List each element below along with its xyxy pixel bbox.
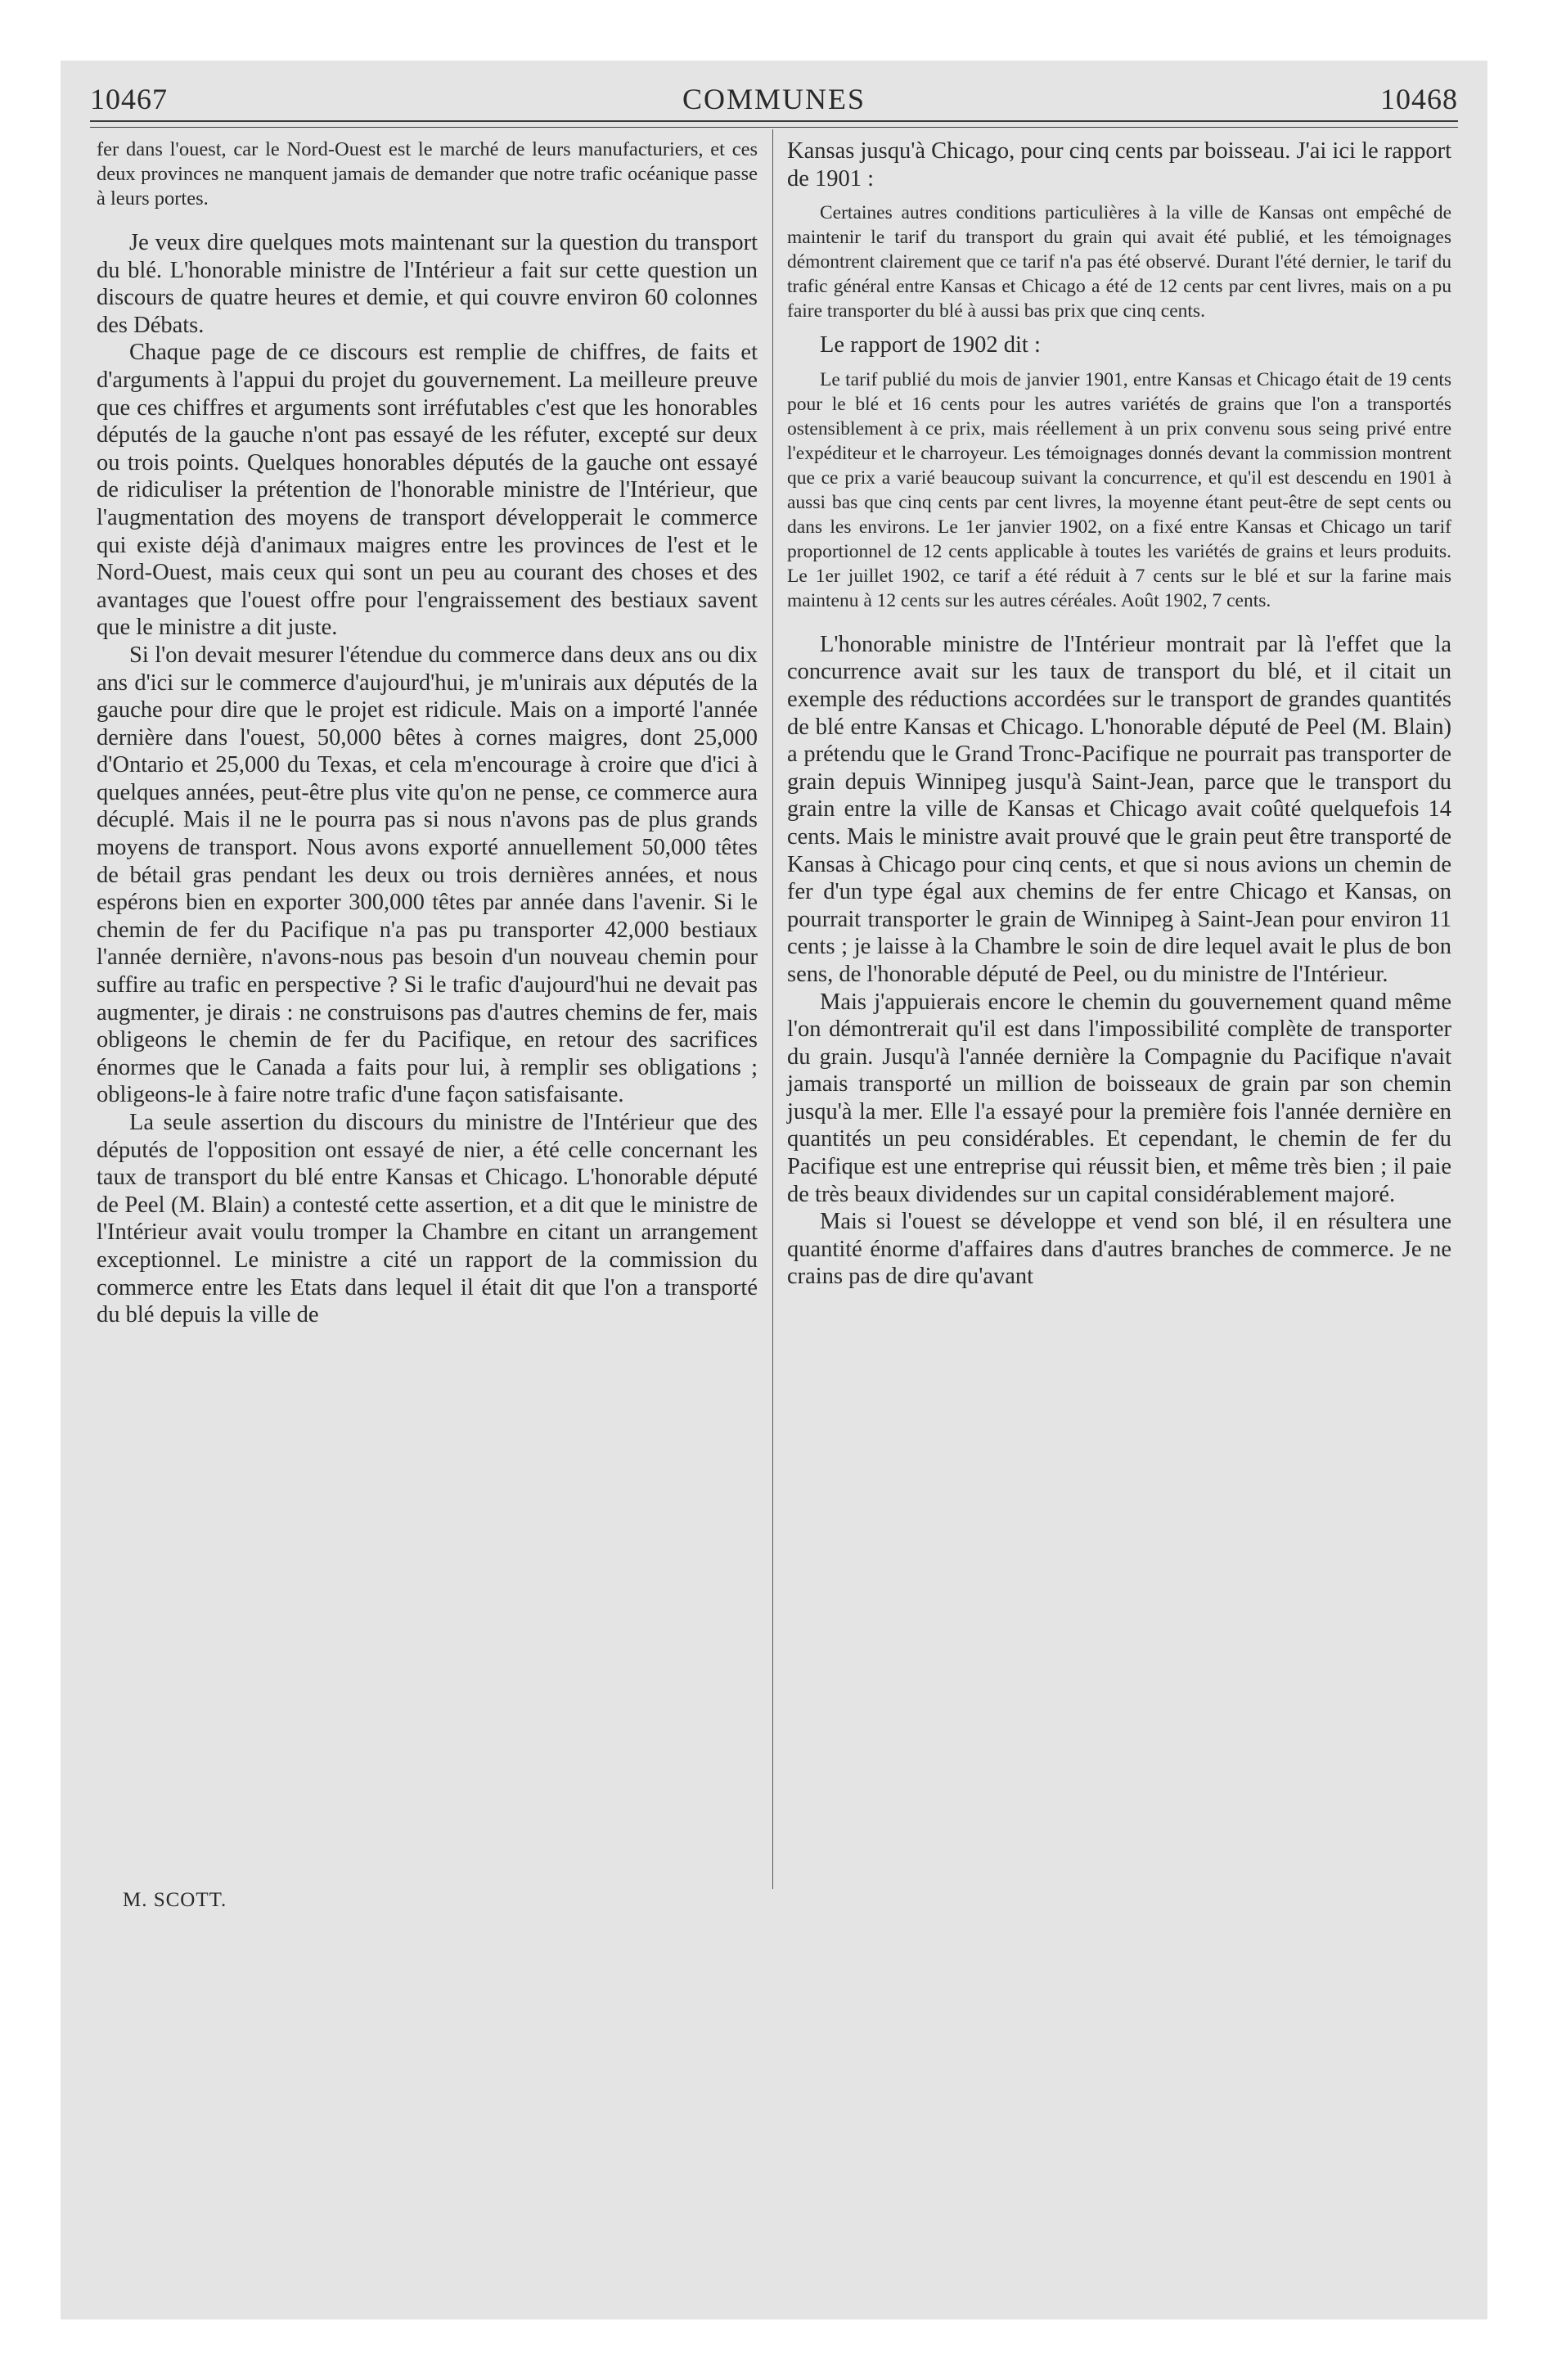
paragraph: Chaque page de ce discours est remplie de chiffres, de faits et d'arguments à l'appui du projet du gouvernement. La meilleure preuve que ces chiffres et arguments sont irréfutables c'est que les honorables députés de la gauche n'ont pas essayé de les réfuter, excepté sur deux ou trois points. Quelques honorables députés de la gauche ont essayé de ridiculiser la prétention de l'honorable ministre de l'Intérieur, que l'augmentation des moyens de transport développerait le commerce qui existe déjà d'animaux maigres entre les provinces de l'est et le Nord-Ouest, mais ceux qui sont un peu au courant des choses et des avantages que l'ouest offre pour l'engraissement des bestiaux savent que le ministre a dit juste.	[97, 340, 758, 641]
header-rule	[90, 120, 1458, 122]
paragraph: fer dans l'ouest, car le Nord-Ouest est le marché de leurs manufacturiers, et ces deux provinces ne manquent jamais de demander que notre trafic océanique passe à leurs portes.	[97, 138, 758, 210]
paragraph: L'honorable ministre de l'Intérieur montrait par là l'effet que la concurrence avait sur les taux de transport du blé, et il citait un exemple des réductions accordées sur le transport de grandes quantités de blé entre Kansas et Chicago. L'honorable député de Peel (M. Blain) a prétendu que le Grand Tronc-Pacifique ne pourrait pas transporter de grain depuis Winnipeg jusqu'à Saint-Jean, parce que le transport du grain entre la ville de Kansas et Chicago avait coûté quelquefois 14 cents. Mais le ministre avait prouvé que le grain peut être transporté de Kansas à Chicago pour cinq cents, et que si nous avions un chemin de fer d'un type égal aux chemins de fer entre Chicago et Kansas, on pourrait transporter le grain de Winnipeg à Saint-Jean pour environ 11 cents ; je laisse à la Chambre le soin de dire lequel avait le plus de bon sens, de l'honorable député de Peel, ou du ministre de l'Intérieur.	[787, 631, 1451, 987]
paragraph: Je veux dire quelques mots maintenant sur la question du transport du blé. L'honorable ministre de l'Intérieur a fait sur cette question un discours de quatre heures et demie, et qui couvre environ 60 colonnes des Débats.	[97, 230, 758, 338]
block-quote: Le tarif publié du mois de janvier 1901, entre Kansas et Chicago était de 19 cents pour le blé et 16 cents pour les autres variétés de grains que l'on a transportés ostensiblement à ce prix, mais réellement à un prix convenu sous seing privé entre l'expéditeur et le charroyeur. Les témoignages donnés devant la commission montrent que ce prix a varié beaucoup suivant la concurrence, et qu'il est descendu en 1901 à aussi bas que cinq cents par cent livres, la moyenne étant peut-être de sept cents ou dans les environs. Le 1er janvier 1902, on a fixé entre Kansas et Chicago un tarif proportionnel de 12 cents applicable à toutes les variétés de grains et leurs produits. Le 1er juillet 1902, ce tarif a été réduit à 7 cents sur le blé et sur la farine mais maintenu à 12 cents sur les autres céréales. Août 1902, 7 cents.	[787, 368, 1451, 611]
left-column	[97, 137, 758, 1329]
page-number-right: 10468	[1380, 83, 1458, 115]
speaker-name: M. SCOTT.	[123, 1889, 227, 1911]
right-column	[787, 137, 1451, 1291]
block-quote: Certaines autres conditions particulières à la ville de Kansas ont empêché de maintenir le tarif du transport du grain qui avait été publié, et les témoignages démontrent clairement que ce tarif n'a pas été observé. Durant l'été dernier, le tarif du trafic général entre Kansas et Chicago a été de 12 cents par cent livres, mais on a pu faire transporter du blé à aussi bas prix que cinq cents.	[787, 202, 1451, 322]
paragraph: Si l'on devait mesurer l'étendue du commerce dans deux ans ou dix ans d'ici sur le commerce d'aujourd'hui, je m'unirais aux députés de la gauche pour dire que le projet est ridicule. Mais on a importé l'année dernière dans l'ouest, 50,000 bêtes à cornes maigres, dont 25,000 d'Ontario et 25,000 du Texas, et cela m'encourage à croire que d'ici à quelques années, peut-être plus vite qu'on ne pense, ce commerce aura décuplé. Mais il ne le pourra pas si nous n'avons pas de plus grands moyens de transport. Nous avons exporté annuellement 50,000 têtes de bétail gras pendant les deux ou trois dernières années, et nous espérons bien en exporter 300,000 têtes par année dans l'avenir. Si le chemin de fer du Pacifique n'a pas pu transporter 42,000 bestiaux l'année dernière, n'avons-nous pas besoin d'un nouveau chemin pour suffire au trafic en perspective ? Si le trafic d'aujourd'hui ne devait pas augmenter, je dirais : ne construisons pas d'autres chemins de fer, mais obligeons le chemin de fer du Pacifique, en retour des sacrifices énormes que le Canada a faits pour lui, à remplir ses obligations ; obligeons-le à faire notre trafic d'une façon satisfaisante.	[97, 642, 758, 1108]
page-number-left: 10467	[90, 83, 168, 115]
running-header-title: COMMUNES	[682, 83, 866, 115]
paragraph: Le rapport de 1902 dit :	[820, 332, 1041, 358]
paragraph: Kansas jusqu'à Chicago, pour cinq cents par boisseau. J'ai ici le rapport de 1901 :	[787, 138, 1452, 192]
paragraph: Mais j'appuierais encore le chemin du gouvernement quand même l'on démontrerait qu'il est dans l'impossibilité complète de transporter du grain. Jusqu'à l'année dernière la Compagnie du Pacifique n'avait jamais transporté un million de boisseaux de grain par son chemin jusqu'à la mer. Elle l'a essayé pour la première fois l'année dernière en quantités un peu considérables. Et cependant, le chemin de fer du Pacifique est une entreprise qui réussit bien, et même très bien ; il paie de très beaux dividendes sur un capital considérablement majoré.	[787, 989, 1451, 1207]
paragraph: Mais si l'ouest se développe et vend son blé, il en résultera une quantité énorme d'affaires dans d'autres branches de commerce. Je ne crains pas de dire qu'avant	[787, 1209, 1451, 1290]
header-rule-thin	[90, 127, 1458, 128]
column-divider	[772, 129, 773, 1889]
paragraph: La seule assertion du discours du ministre de l'Intérieur que des députés de l'opposition ont essayé de nier, a été celle concernant les taux de transport du blé entre Kansas et Chicago. L'honorable député de Peel (M. Blain) a contesté cette assertion, et a dit que le ministre de l'Intérieur avait voulu tromper la Chambre en citant un arrangement exceptionnel. Le ministre a cité un rapport de la commission du commerce entre les Etats dans lequel il était dit que l'on a transporté du blé depuis la ville de	[97, 1110, 758, 1328]
